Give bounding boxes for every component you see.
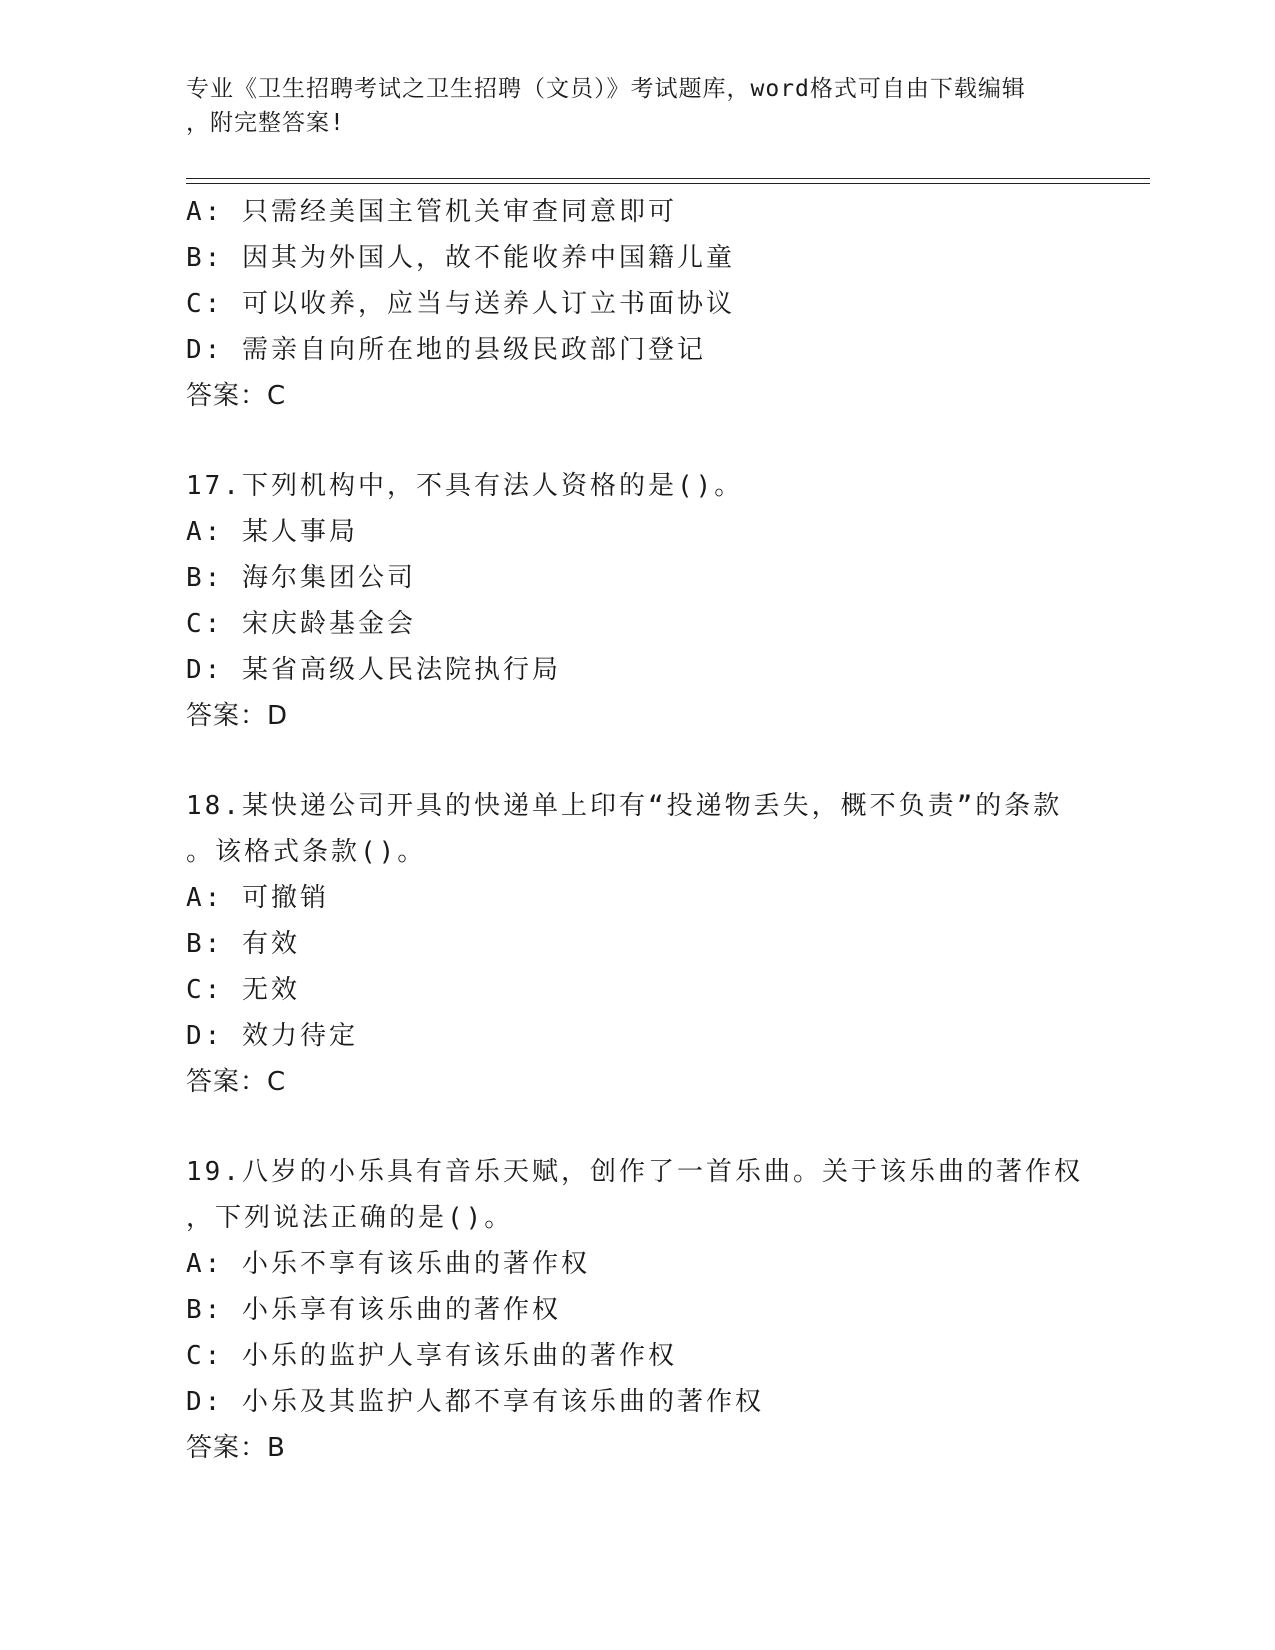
answer-line: 答案：B [186, 1433, 286, 1463]
option-d: D: 某省高级人民法院执行局 [186, 655, 561, 685]
answer-line: 答案：C [186, 381, 287, 411]
question-stem: 17.下列机构中，不具有法人资格的是()。 [186, 471, 744, 501]
header-divider-top [186, 178, 1150, 179]
option-a: A: 可撤销 [186, 883, 329, 913]
option-c: C: 无效 [186, 975, 300, 1005]
option-a: A: 某人事局 [186, 517, 358, 547]
question-block [186, 463, 1106, 739]
header-divider-bottom [186, 183, 1150, 184]
option-d: D: 需亲自向所在地的县级民政部门登记 [186, 335, 706, 365]
option-c: C: 小乐的监护人享有该乐曲的著作权 [186, 1341, 677, 1371]
question-stem-continued: 。该格式条款()。 [186, 837, 427, 867]
question-stem: 18.某快递公司开具的快递单上印有“投递物丢失，概不负责”的条款 [186, 791, 1063, 821]
header-title-line-1: 专业《卫生招聘考试之卫生招聘（文员）》考试题库，word格式可自由下载编辑 [186, 76, 1026, 102]
option-b: B: 因其为外国人，故不能收养中国籍儿童 [186, 243, 735, 273]
header-title-line-2: ，附完整答案! [186, 110, 345, 136]
option-a: A: 只需经美国主管机关审查同意即可 [186, 197, 677, 227]
question-block [186, 783, 1106, 1105]
option-c: C: 宋庆龄基金会 [186, 609, 416, 639]
question-list [186, 189, 1106, 1471]
question-stem-continued: ，下列说法正确的是()。 [186, 1203, 514, 1233]
option-b: B: 小乐享有该乐曲的著作权 [186, 1295, 561, 1325]
option-c: C: 可以收养，应当与送养人订立书面协议 [186, 289, 735, 319]
option-a: A: 小乐不享有该乐曲的著作权 [186, 1249, 590, 1279]
answer-line: 答案：D [186, 701, 289, 731]
question-stem: 19.八岁的小乐具有音乐天赋，创作了一首乐曲。关于该乐曲的著作权 [186, 1157, 1083, 1187]
document-header [186, 72, 1066, 140]
option-b: B: 海尔集团公司 [186, 563, 416, 593]
question-block [186, 189, 1106, 419]
option-d: D: 小乐及其监护人都不享有该乐曲的著作权 [186, 1387, 764, 1417]
question-block [186, 1149, 1106, 1471]
answer-line: 答案：C [186, 1067, 287, 1097]
option-b: B: 有效 [186, 929, 300, 959]
option-d: D: 效力待定 [186, 1021, 358, 1051]
